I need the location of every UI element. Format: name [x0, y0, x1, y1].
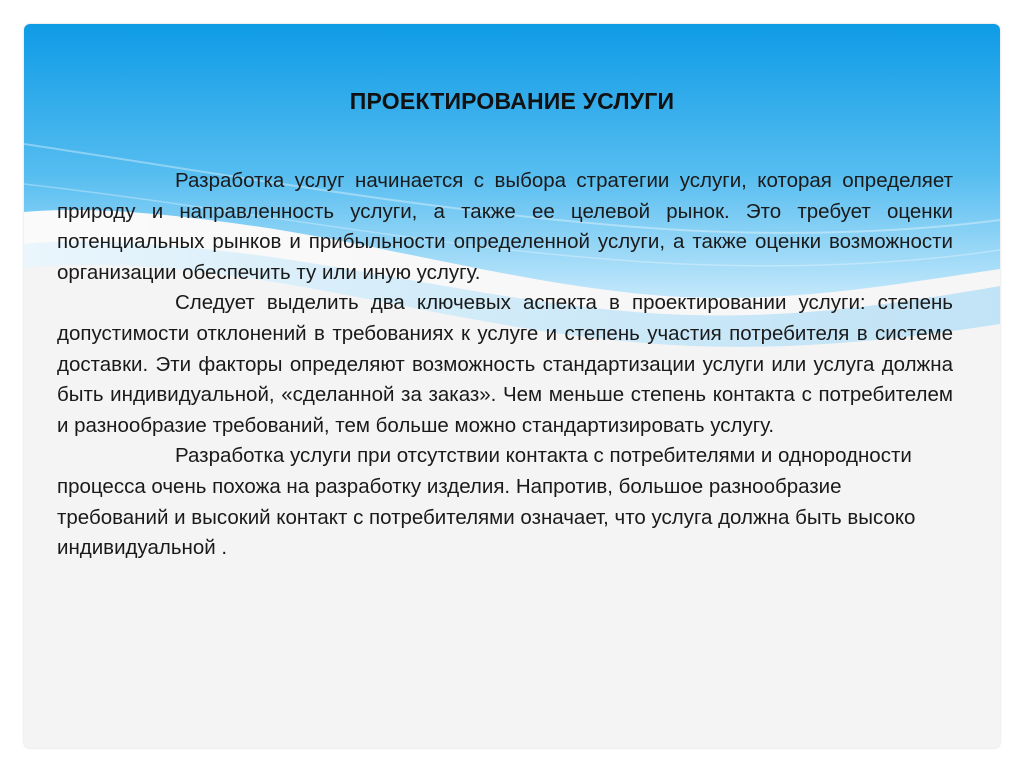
paragraph-2: Следует выделить два ключевых аспекта в проектировании услуги: степень допустимости отклонений в требованиях к услуге и степень участия потребителя в системе доставки. Эти факторы определяют возможность стандартизации услуги или услуга должна быть индивидуальной, «сделанной за заказ». Чем меньше степень контакта с потребителем и разнообразие требований, тем больше можно стандартизировать услугу. — [57, 291, 953, 437]
slide — [24, 24, 1000, 748]
paragraph-1: Разработка услуг начинается с выбора стратегии услуги, которая определяет природу и направленность услуги, а также ее целевой рынок. Это требует оценки потенциальных рынков и прибыльности определенной услуги, а также оценки возможности организации обеспечить ту или иную услугу. — [57, 169, 953, 284]
paragraph-3: Разработка услуги при отсутствии контакта с потребителями и однородности процесса очень похожа на разработку изделия. Напротив, большое разнообразие требований и высокий контакт с потребителями означает, что услуга должна быть высоко индивидуальной . — [57, 444, 916, 560]
slide-title: ПРОЕКТИРОВАНИЕ УСЛУГИ — [349, 88, 675, 114]
body-text — [57, 166, 953, 564]
